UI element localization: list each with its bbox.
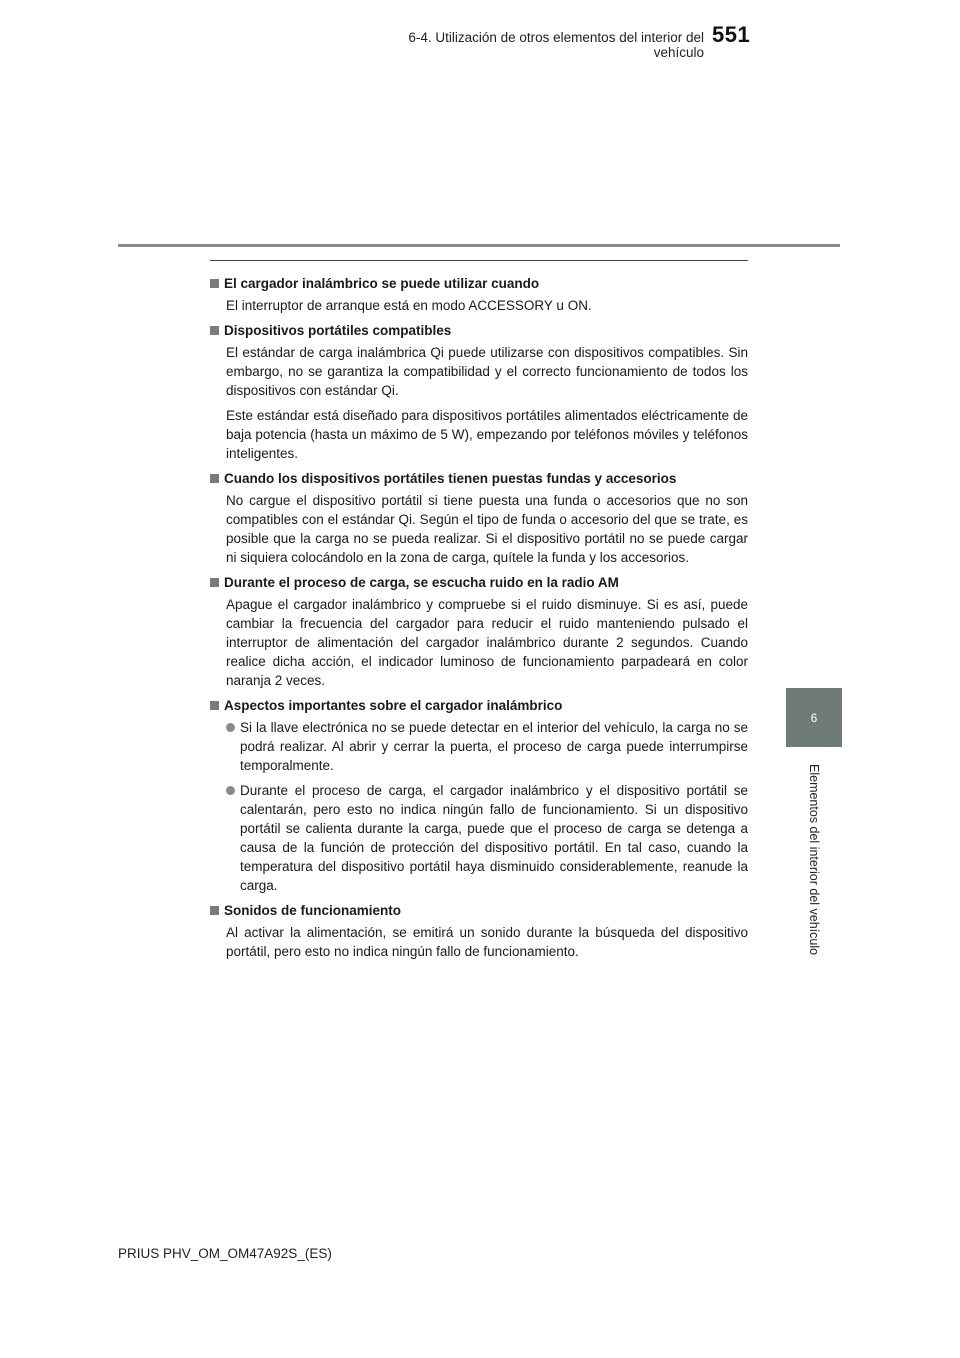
- section: [210, 274, 748, 315]
- paragraph: Este estándar está diseñado para dispositivos portátiles alimentados eléctricamente de baja potencia (hasta un máximo de 5 W), empezando por teléfonos móviles y teléfonos inteligentes.: [226, 408, 748, 461]
- section-title: El cargador inalámbrico se puede utilizar cuando: [210, 274, 748, 293]
- header-rule: [118, 244, 840, 247]
- section: [210, 469, 748, 567]
- square-bullet-icon: [210, 701, 219, 710]
- section: [210, 901, 748, 961]
- page-number: 551: [712, 22, 751, 47]
- paragraph: Apague el cargador inalámbrico y compruebe si el ruido disminuye. Si es así, puede cambiar la frecuencia del cargador para reducir el ruido manteniendo pulsado el interruptor de alimentación del cargador inalámbrico durante 2 segundos. Cuando realice dicha acción, el indicador luminoso de funcionamiento parpadeará en color naranja 2 veces.: [226, 597, 748, 688]
- square-bullet-icon: [210, 279, 219, 288]
- chapter-tab: [786, 688, 842, 747]
- chapter-title: Elementos del interior del vehículo: [807, 764, 821, 956]
- square-bullet-icon: [210, 578, 219, 587]
- paragraph: No cargue el dispositivo portátil si tiene puesta una funda o accesorios que no son compatibles con el estándar Qi. Según el tipo de funda o accesorio del que se trate, es posible que la carga no se pueda realizar. Si el dispositivo portátil no se puede cargar ni siquiera colocándolo en la zona de carga, quítele la funda y los accesorios.: [226, 493, 748, 565]
- square-bullet-icon: [210, 326, 219, 335]
- section-title: Aspectos importantes sobre el cargador inalámbrico: [210, 696, 748, 715]
- content-rule: [210, 260, 748, 261]
- section-title: Cuando los dispositivos portátiles tienen puestas fundas y accesorios: [210, 469, 748, 488]
- section: [210, 696, 748, 895]
- section: [210, 321, 748, 463]
- square-bullet-icon: [210, 906, 219, 915]
- page-content: [210, 268, 748, 961]
- round-bullet-icon: [226, 723, 235, 732]
- paragraph: El estándar de carga inalámbrica Qi puede utilizarse con dispositivos compatibles. Sin embargo, no se garantiza la compatibilidad y el correcto funcionamiento de todos los dispositivos con estándar Qi.: [226, 345, 748, 398]
- section-title: Durante el proceso de carga, se escucha ruido en la radio AM: [210, 573, 748, 592]
- paragraph: El interruptor de arranque está en modo ACCESSORY u ON.: [226, 298, 592, 313]
- footer-doc-code: PRIUS PHV_OM_OM47A92S_(ES): [118, 1246, 332, 1261]
- header-section-title: 6-4. Utilización de otros elementos del interior del vehículo: [408, 30, 704, 60]
- bullet-item: Durante el proceso de carga, el cargador inalámbrico y el dispositivo portátil se calentarán, pero esto no indica ningún fallo de funcionamiento. Si un dispositivo portátil se calienta durante la carga, puede que el proceso de carga se detenga a causa de la función de protección del dispositivo portátil. En tal caso, cuando la temperatura del dispositivo portátil haya disminuido considerablemente, reanude la carga.: [226, 781, 748, 895]
- bullet-item: Si la llave electrónica no se puede detectar en el interior del vehículo, la carga no se podrá realizar. Al abrir y cerrar la puerta, el proceso de carga puede interrumpirse temporalmente.: [226, 718, 748, 775]
- section: [210, 573, 748, 690]
- square-bullet-icon: [210, 474, 219, 483]
- paragraph: Al activar la alimentación, se emitirá un sonido durante la búsqueda del dispositivo portátil, pero esto no indica ningún fallo de funcionamiento.: [226, 925, 748, 959]
- chapter-number: 6: [810, 710, 818, 725]
- section-title: Sonidos de funcionamiento: [210, 901, 748, 920]
- section-title: Dispositivos portátiles compatibles: [210, 321, 748, 340]
- round-bullet-icon: [226, 786, 235, 795]
